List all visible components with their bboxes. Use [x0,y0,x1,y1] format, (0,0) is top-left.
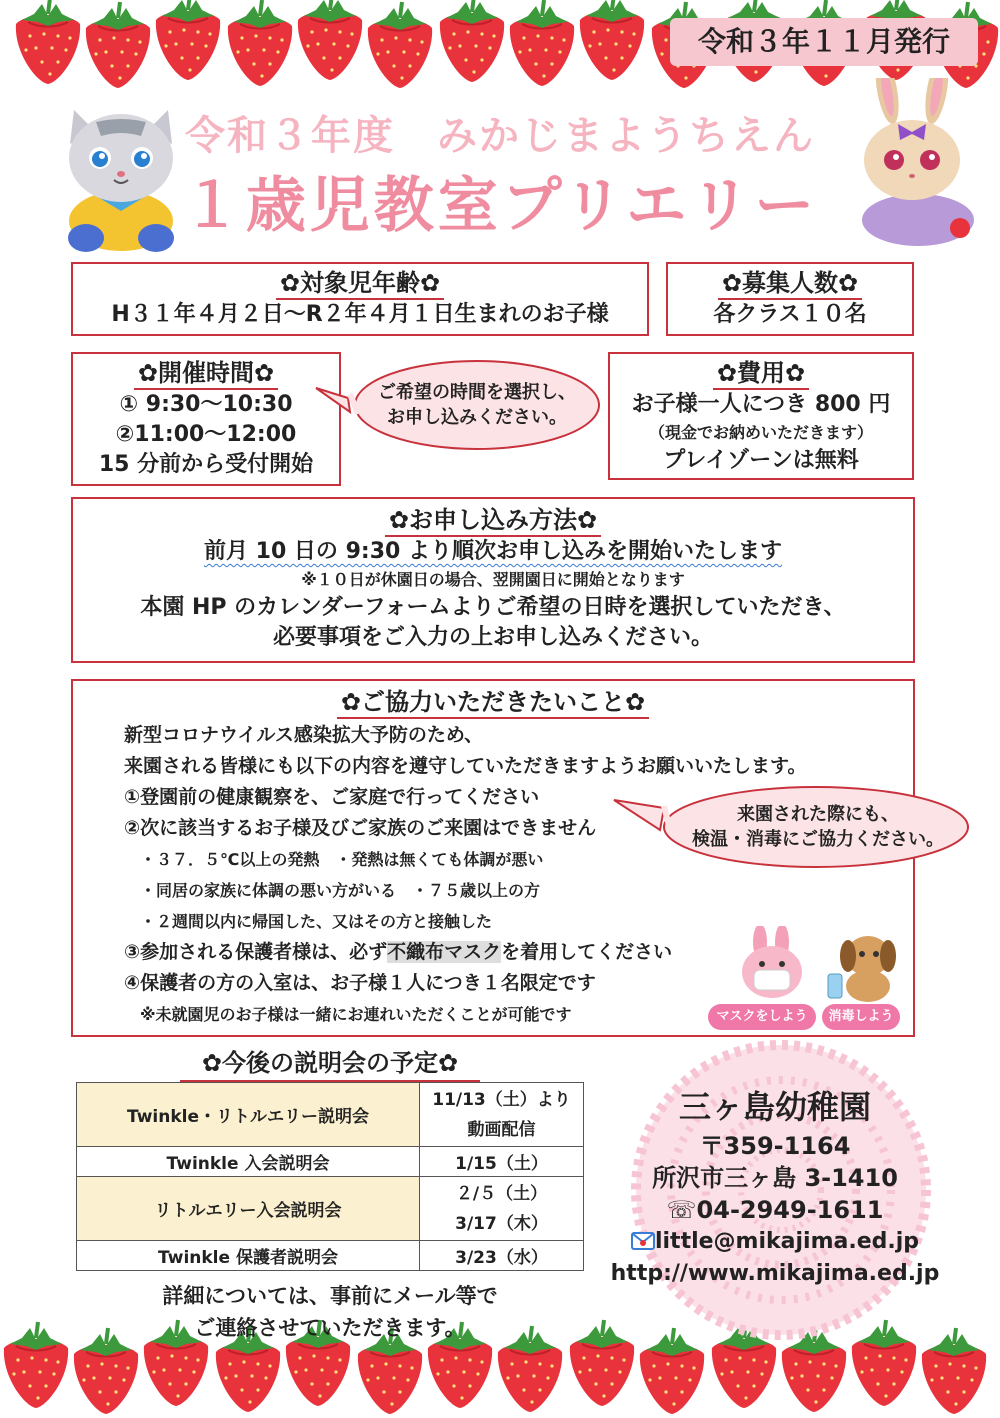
session-date-note: 動画配信 [467,1119,536,1140]
schedule-heading: ✿開催時間✿ [134,358,278,390]
cooperation-intro-2: 来園される皆様にも以下の内容を遵守していただきますようお願いいたします。 [124,755,807,777]
schedule-box [71,352,341,486]
session-name: Twinkle 入会説明会 [77,1147,420,1177]
cooperation-item-4: ④保護者の方の入室は、お子様１人につき１名限定です [124,972,596,994]
disinfect-dog-illustration [822,930,902,1002]
application-method-line-1: 本園 HP のカレンダーフォームよりご希望の日時を選択していただき、 [140,595,846,620]
fee-line-1: お子様一人につき 800 円 [631,392,891,417]
cooperation-sub-3: ・２週間以内に帰国した、又はその方と接触した [140,912,493,931]
session-date: 3/17（木） [455,1213,548,1234]
cooperation-bubble-line-2: 検温・消毒にご協力ください。 [692,829,944,850]
fee-box [608,352,914,480]
school-email-row[interactable] [600,1226,950,1258]
target-age-text: H３１年４月２日～R２年４月１日生まれのお子様 [111,302,609,327]
schedule-line-2: ②11:00～12:00 [115,422,297,447]
school-email[interactable]: little@mikajima.ed.jp [654,1229,920,1254]
cooperation-item-3-pre: ③参加される保護者様は、必ず [124,941,388,963]
cooperation-item-3-highlight: 不織布マスク [387,941,502,963]
cooperation-item-3-post: を着用してください [501,941,673,963]
cooperation-note: ※未就園児のお子様は一緒にお連れいただくことが可能です [140,1005,572,1024]
school-postal: 〒359-1164 [699,1132,851,1160]
application-heading: ✿お申し込み方法✿ [385,505,601,537]
rabbit-illustration [848,78,978,250]
mask-rabbit-illustration [724,926,820,1000]
fee-heading: ✿費用✿ [713,358,809,390]
session-date: 3/23（水） [420,1241,584,1271]
sessions-footer-line-1: 詳細については、事前にメール等で [162,1284,498,1308]
session-name: Twinkle 保護者説明会 [77,1241,420,1271]
schedule-speech-bubble [312,358,602,452]
school-address: 所沢市三ヶ島 3-1410 [652,1164,898,1192]
schedule-line-3: 15 分前から受付開始 [98,452,314,477]
table-row [77,1083,584,1147]
schedule-line-1: ① 9:30～10:30 [119,392,293,417]
session-date: 1/15（土） [420,1147,584,1177]
application-method-line-2: 必要事項をご入力の上お申し込みください。 [272,625,713,650]
target-age-heading: ✿対象児年齢✿ [276,268,444,300]
session-name: Twinkle・リトルエリー説明会 [77,1083,420,1147]
session-name: リトルエリー入会説明会 [77,1177,420,1241]
header-title: １歳児教室プリエリー [181,171,819,241]
sessions-heading: ✿今後の説明会の予定✿ [180,1046,480,1082]
schedule-bubble-line-1: ご希望の時間を選択し、 [378,382,576,403]
sessions-table [76,1082,584,1271]
cooperation-speech-bubble [612,784,972,870]
mail-icon [631,1232,655,1250]
table-row [77,1241,584,1271]
mask-badge: マスクをしよう [708,1004,816,1030]
table-row [77,1147,584,1177]
session-date: ２/５（土） [455,1183,548,1204]
application-start-text: 前月 10 日の 9:30 より順次お申し込みを開始いたします [204,539,782,564]
school-name: 三ヶ島幼稚園 [678,1088,871,1126]
target-age-box [71,262,649,336]
fee-line-2: （現金でお納めいただきます） [648,423,873,442]
fee-line-3: プレイゾーンは無料 [663,448,859,473]
sessions-footer-line-2: ご連絡させていただきます。 [194,1316,466,1340]
header-subtitle: 令和３年度 みかじまようちえん [185,113,815,159]
session-date: 11/13（土）より [432,1089,571,1110]
capacity-text: 各クラス１０名 [713,302,867,327]
application-note: ※１０日が休園日の場合、翌開園日に開始となります [301,570,685,589]
cooperation-sub-1: ・３７．５℃以上の発熱 ・発熱は無くても体調が悪い [140,850,544,869]
application-box [71,497,915,663]
school-url[interactable]: http://www.mikajima.ed.jp [610,1261,940,1286]
school-phone: ☏04-2949-1611 [666,1196,884,1224]
disinfect-badge: 消毒しよう [822,1004,900,1030]
cooperation-intro-1: 新型コロナウイルス感染拡大予防のため、 [124,724,484,746]
schedule-bubble-line-2: お申し込みください。 [387,407,567,428]
cooperation-sub-2: ・同居の家族に体調の悪い方がいる ・７５歳以上の方 [140,881,541,900]
cooperation-item-1: ①登園前の健康観察を、ご家庭で行ってください [124,786,540,808]
table-row [77,1177,584,1241]
capacity-heading: ✿募集人数✿ [718,268,862,300]
capacity-box [666,262,914,336]
cooperation-item-2: ②次に該当するお子様及びご家族のご来園はできません [124,817,597,839]
issue-date: 令和３年１１月発行 [697,25,950,58]
cooperation-heading: ✿ご協力いただきたいこと✿ [337,687,649,719]
cooperation-bubble-line-1: 来園された際にも、 [737,804,899,825]
